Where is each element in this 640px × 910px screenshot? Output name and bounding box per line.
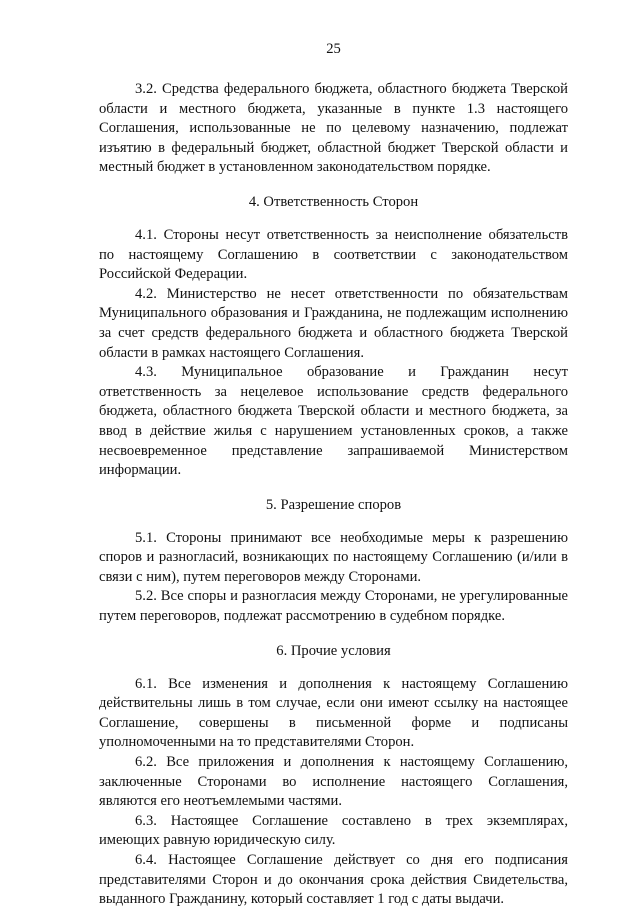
- paragraph-4-2: 4.2. Министерство не несет ответственности по обязательствам Муниципального образования и Гражданина, не подлежащим исполнению за счет средств федерального бюджета и областного бюджета Тверской области в рамках настоящего Соглашения.: [99, 285, 568, 361]
- paragraph-5-1: 5.1. Стороны принимают все необходимые меры к разрешению споров и разногласий, возникающих по настоящему Соглашению (и/или в связи с ним), путем переговоров между Сторонами.: [99, 529, 568, 585]
- page-number: 25: [326, 41, 341, 57]
- section-4: [99, 192, 568, 481]
- section-6: [99, 641, 568, 910]
- section-3: [99, 80, 568, 178]
- section-5: [99, 495, 568, 627]
- paragraph-4-1: 4.1. Стороны несут ответственность за неисполнение обязательств по настоящему Соглашению в соответствии с законодательством Российской Федерации.: [99, 226, 568, 283]
- paragraph-3-2: 3.2. Средства федерального бюджета, областного бюджета Тверской области и местного бюджета, указанные в пункте 1.3 настоящего Соглашения, использованные не по целевому назначению, подлежат изъятию в федеральный бюджет, областной бюджет Тверской области и местный бюджет в установленном законодательством порядке.: [99, 81, 568, 176]
- section-heading: 5. Разрешение споров: [265, 496, 402, 513]
- paragraph-4-3: 4.3. Муниципальное образование и Гражданин несут ответственность за нецелевое использование средств федерального бюджета, областного бюджета Тверской области и местного бюджета, за ввод в действие жилья с нарушением установленных сроков, а также несвоевременное представление запрашиваемой Министерством информации.: [99, 364, 568, 479]
- section-heading: 4. Ответственность Сторон: [248, 193, 419, 210]
- paragraph-6-1: 6.1. Все изменения и дополнения к настоящему Соглашению действительны лишь в том случае, если они имеют ссылку на настоящее Соглашение, совершены в письменной форме и подписаны уполномоченными на то представителями Сторон.: [99, 675, 568, 751]
- paragraph-6-2: 6.2. Все приложения и дополнения к настоящему Соглашению, заключенные Сторонами во исполнение настоящего Соглашения, являются его неотъемлемыми частями.: [99, 754, 568, 810]
- paragraph-6-4: 6.4. Настоящее Соглашение действует со дня его подписания представителями Сторон и до окончания срока действия Свидетельства, выданного Гражданину, который составляет 1 год с даты выдачи.: [99, 852, 568, 908]
- paragraph-5-2: 5.2. Все споры и разногласия между Сторонами, не урегулированные путем переговоров, подлежат рассмотрению в судебном порядке.: [99, 588, 568, 625]
- section-heading: 6. Прочие условия: [276, 642, 391, 659]
- paragraph-6-3: 6.3. Настоящее Соглашение составлено в трех экземплярах, имеющих равную юридическую силу.: [99, 812, 568, 849]
